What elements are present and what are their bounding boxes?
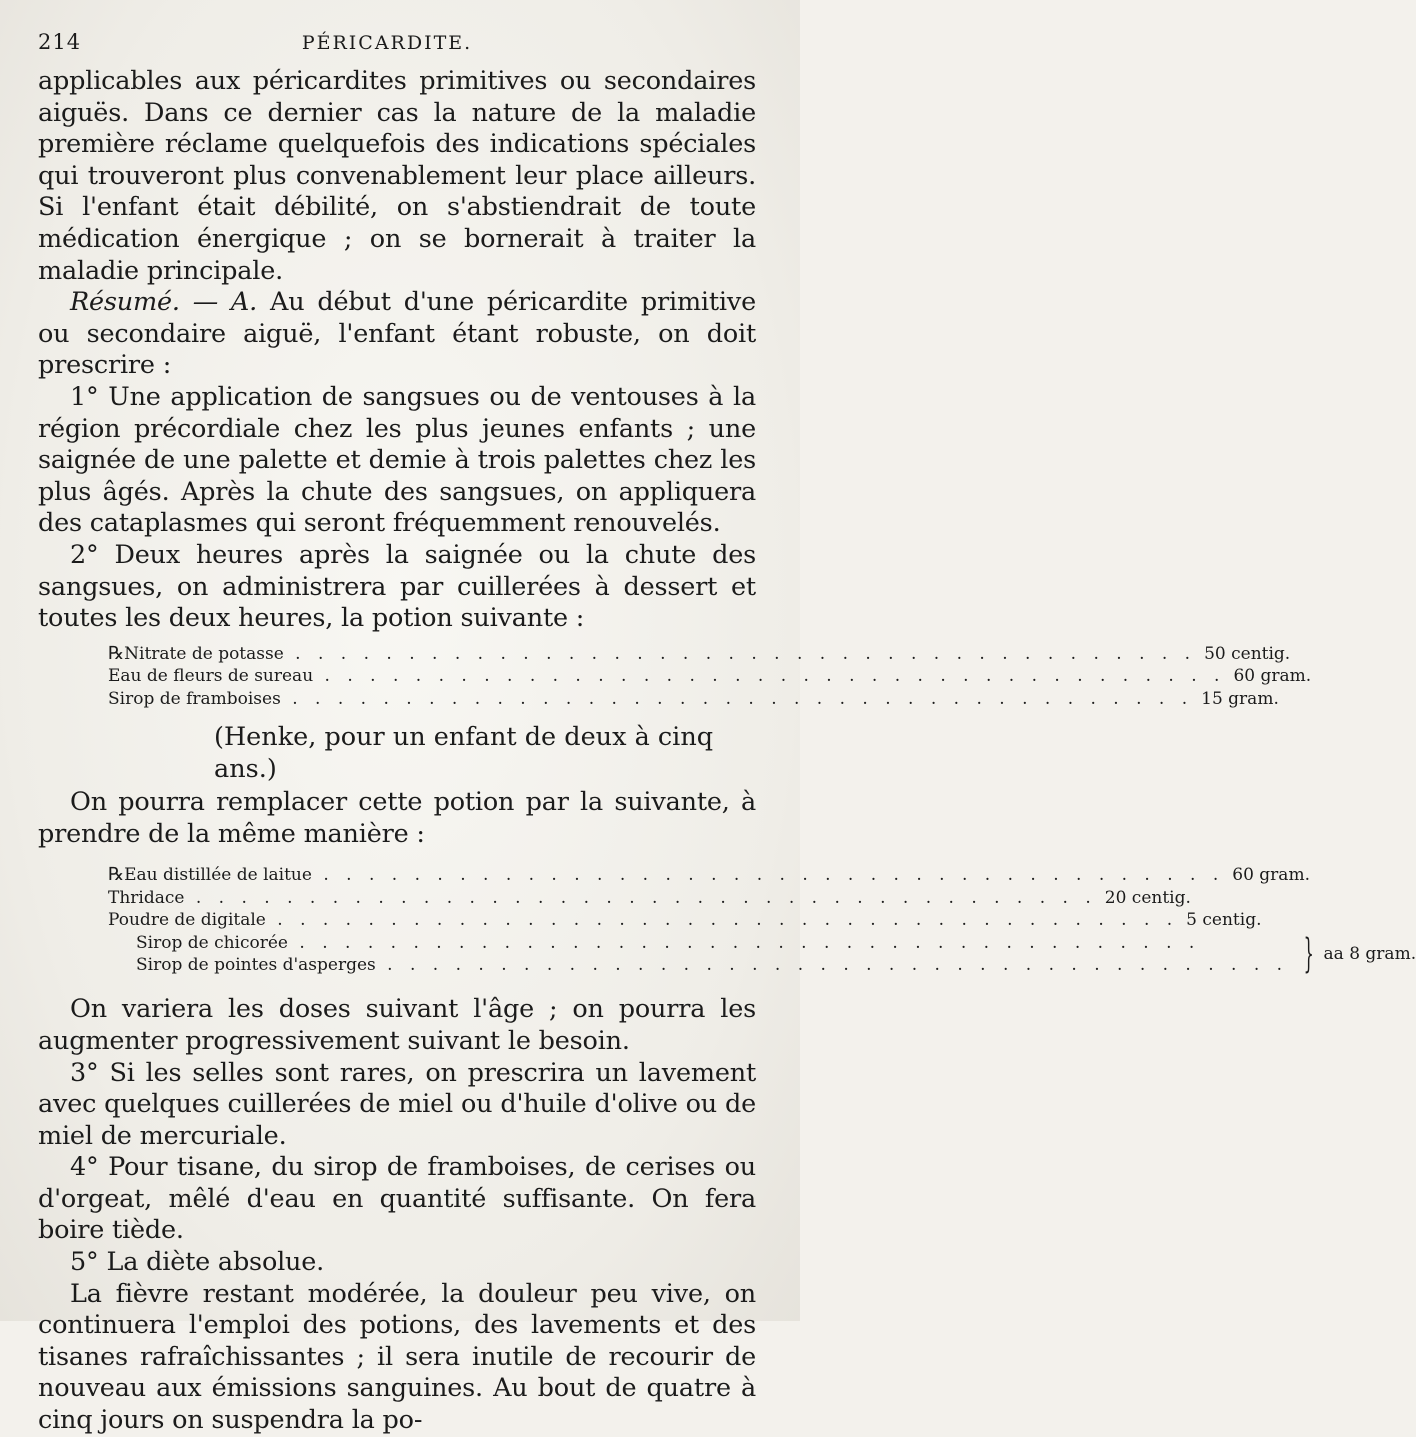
paragraph-replace: On pourra remplacer cette potion par la suivante, à prendre de la même manière : (38, 787, 756, 849)
ingredient-dose: 15 gram. (1201, 688, 1279, 709)
page-header (38, 30, 756, 66)
resume-label: Résumé. — A. (70, 287, 258, 318)
prescription-1 (38, 642, 1312, 710)
ingredient-dose: 20 centig. (1104, 887, 1191, 908)
ingredient-name: Sirop de framboises . . . (108, 688, 1201, 710)
paragraph-resume (38, 287, 756, 382)
ingredient-name: Thridace . . . (108, 887, 1105, 909)
list-item-4: 4° Pour tisane, du sirop de framboises, de cerises ou d'orgeat, mêlé d'eau en quantité suffisante. On fera boire tiède. (38, 1152, 756, 1246)
brace-icon: } (1303, 930, 1314, 977)
prescription-source: (Henke, pour un enfant de deux à cinq ans.) (214, 721, 714, 784)
ingredient-name: Sirop de chicorée . . . (136, 932, 1296, 954)
paragraph-intro: applicables aux péricardites primitives ou secondaires aiguës. Dans ce dernier cas la nature de la maladie première réclame quelquefois des indications spéciales qui trouveront plus convenablement leur place ailleurs. Si l'enfant était débilité, on s'abstiendrait de toute médication énergique ; on se bornerait à traiter la maladie principale. (38, 66, 756, 286)
prescription-row (38, 642, 1291, 665)
list-item-1: 1° Une application de sangsues ou de ventouses à la région précordiale chez les plus jeunes enfants ; une saignée de une palette et demie à trois palettes chez les plus âgés. Après la chute des sangsues, on appliquera des cataplasmes qui seront fréquemment renouvelés. (38, 381, 756, 539)
braced-group (38, 930, 1416, 977)
ingredient-dose: 60 gram. (1233, 666, 1312, 687)
ingredient-dose: aa 8 gram. (1323, 943, 1416, 964)
prescription-row (38, 665, 1312, 687)
recipe-symbol-icon: ℞ (108, 864, 125, 886)
page-number: 214 (38, 30, 82, 54)
ingredient-dose: 50 centig. (1204, 643, 1291, 664)
ingredient-dose: 60 gram. (1232, 865, 1310, 886)
resume-text: Au début d'une péricardite primitive ou secondaire aiguë, l'enfant étant robuste, on doit prescrire : (38, 287, 756, 381)
prescription-row (38, 887, 1191, 909)
prescription-row (38, 909, 1262, 931)
brace-dose (1296, 930, 1416, 977)
prescription-row (38, 932, 1296, 954)
recipe-symbol-icon: ℞ (108, 642, 125, 664)
list-item-2: 2° Deux heures après la saignée ou la chute des sangsues, on administrera par cuillerées à dessert et toutes les deux heures, la potion suivante : (38, 539, 756, 634)
list-item-3: 3° Si les selles sont rares, on prescrira un lavement avec quelques cuillerées de miel ou d'huile d'olive ou de miel de mercuriale. (38, 1057, 756, 1151)
ingredient-dose: 5 centig. (1186, 910, 1262, 931)
ingredient-name: Nitrate de potasse . . . (124, 643, 1204, 665)
prescription-row (38, 688, 1279, 710)
paragraph-final: La fièvre restant modérée, la douleur peu vive, on continuera l'emploi des potions, des lavements et des tisanes rafraîchissantes ; il sera inutile de recourir de nouveau aux émissions sanguines. Au bout de quatre à cinq jours on suspendra la po- (38, 1278, 756, 1436)
paragraph-doses: On variera les doses suivant l'âge ; on pourra les augmenter progressivement suivant le besoin. (38, 994, 756, 1056)
ingredient-name: Eau distillée de laitue . . . (124, 864, 1232, 886)
running-title: PÉRICARDITE. (301, 32, 473, 54)
prescription-row (38, 864, 1310, 886)
prescription-row (38, 954, 1296, 976)
ingredient-name: Eau de fleurs de sureau . . . (108, 665, 1233, 687)
list-item-5: 5° La diète absolue. (70, 1247, 325, 1278)
prescription-2 (38, 864, 1416, 977)
ingredient-name: Poudre de digitale . . . (108, 909, 1186, 931)
ingredient-name: Sirop de pointes d'asperges . . . (136, 954, 1296, 976)
